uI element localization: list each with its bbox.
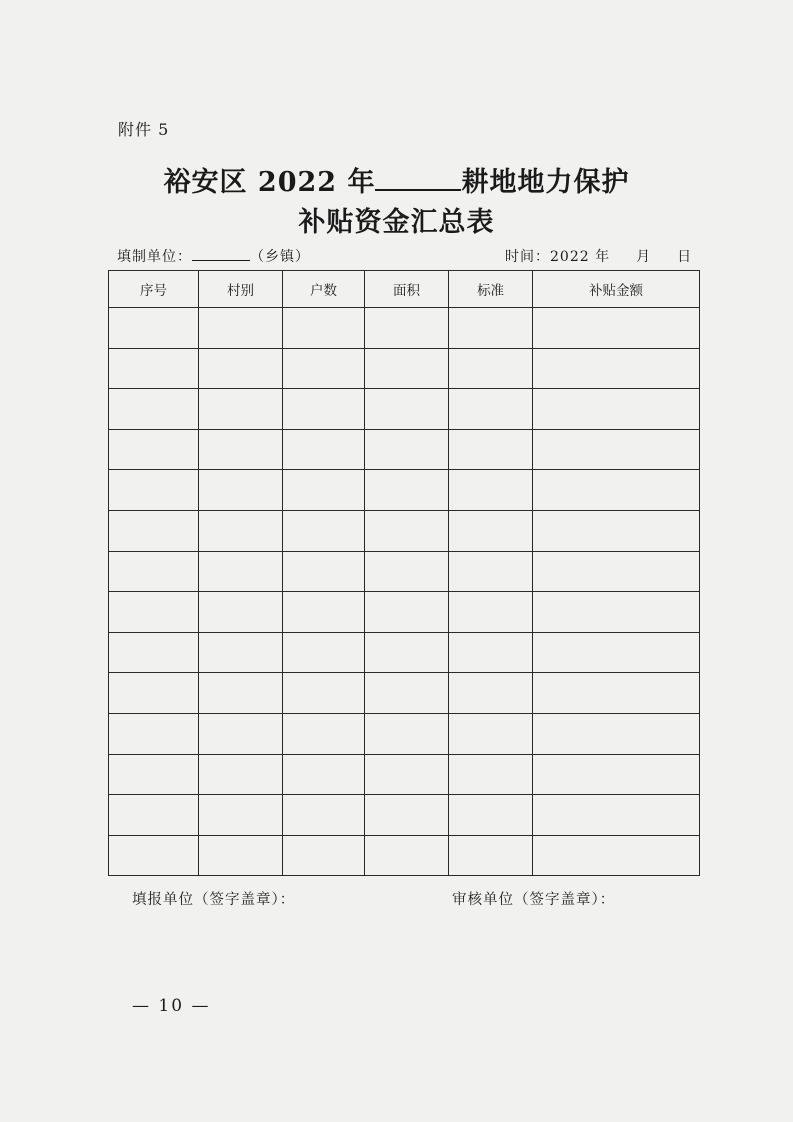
table-cell [282,754,364,795]
table-cell [109,713,199,754]
table-row [109,673,700,714]
table-cell [449,389,533,430]
table-cell [449,795,533,836]
table-cell [449,348,533,389]
table-cell [198,429,282,470]
table-cell [198,632,282,673]
table-cell [109,389,199,430]
review-unit-signature: 审核单位（签字盖章）： [452,892,616,908]
table-row [109,592,700,633]
table-body [109,308,700,876]
table-cell [533,470,700,511]
table-row [109,470,700,511]
fill-unit-label: 填制单位： [117,249,192,265]
table-cell [365,470,449,511]
table-cell [198,673,282,714]
table-cell [282,348,364,389]
table-header-row [109,271,700,308]
table-cell [198,510,282,551]
table-cell [533,835,700,876]
table-cell [282,429,364,470]
fill-unit-line [117,246,310,266]
time-line [505,246,692,266]
table-cell [282,308,364,349]
table-cell [109,348,199,389]
table-cell [449,510,533,551]
fill-unit-blank [192,246,250,261]
header-index: 序号 [109,271,199,308]
table-cell [109,308,199,349]
table-cell [365,308,449,349]
table-cell [449,673,533,714]
header-subsidy-amount: 补贴金额 [533,271,700,308]
table-cell [533,429,700,470]
table-cell [449,835,533,876]
table-cell [109,754,199,795]
table-cell [365,429,449,470]
table-cell [282,713,364,754]
table-cell [449,632,533,673]
summary-table [108,270,700,876]
table-cell [449,551,533,592]
table-cell [449,754,533,795]
table-cell [533,795,700,836]
table-cell [533,510,700,551]
table-cell [449,429,533,470]
table-cell [449,308,533,349]
table-cell [365,510,449,551]
table-cell [109,551,199,592]
table-row [109,429,700,470]
table-cell [109,429,199,470]
table-cell [282,389,364,430]
table-row [109,551,700,592]
table-cell [365,551,449,592]
table-cell [533,673,700,714]
table-cell [282,795,364,836]
table-cell [449,713,533,754]
table-cell [198,795,282,836]
table-cell [282,551,364,592]
table-cell [198,754,282,795]
table-cell [109,673,199,714]
table-cell [365,713,449,754]
table-row [109,713,700,754]
table-cell [282,470,364,511]
table-cell [533,308,700,349]
table-cell [533,632,700,673]
table-cell [109,835,199,876]
title-line-2: 补贴资金汇总表 [298,207,495,238]
table-cell [198,308,282,349]
table-row [109,632,700,673]
table-cell [365,632,449,673]
table-cell [198,551,282,592]
table-cell [533,754,700,795]
title-blank [375,165,461,191]
table-cell [365,835,449,876]
table-cell [533,348,700,389]
table-cell [282,592,364,633]
table-row [109,389,700,430]
table-cell [533,551,700,592]
table-cell [282,510,364,551]
table-cell [282,835,364,876]
table-cell [109,632,199,673]
page-number: — 10 — [132,996,211,1016]
table-cell [365,348,449,389]
table-cell [282,673,364,714]
table-cell [449,470,533,511]
table-cell [198,470,282,511]
time-label: 时间：2022 年 [505,249,611,265]
table-cell [109,795,199,836]
month-label: 月 [636,249,652,265]
table-cell [198,592,282,633]
title-prefix: 裕安区 2022 年 [163,167,376,198]
table-cell [198,389,282,430]
title-suffix: 耕地地力保护 [461,167,630,198]
table-row [109,510,700,551]
header-households: 户数 [282,271,364,308]
table-cell [198,713,282,754]
table-cell [365,673,449,714]
table-row [109,348,700,389]
table-row [109,835,700,876]
header-standard: 标准 [449,271,533,308]
table-cell [365,795,449,836]
table-row [109,308,700,349]
table-row [109,754,700,795]
title-line-1 [0,160,793,199]
table-cell [365,754,449,795]
fill-unit-signature: 填报单位（签字盖章）： [132,892,296,908]
table-cell [109,592,199,633]
table-cell [365,592,449,633]
table-cell [533,713,700,754]
table-cell [533,592,700,633]
table-cell [198,348,282,389]
table-cell [282,632,364,673]
table-cell [198,835,282,876]
table-row [109,795,700,836]
table-cell [109,470,199,511]
fill-unit-suffix: （乡镇） [250,249,310,265]
day-label: 日 [677,249,693,265]
header-area: 面积 [365,271,449,308]
attachment-label: 附件 5 [118,120,170,139]
table-cell [533,389,700,430]
table-cell [365,389,449,430]
header-village: 村别 [198,271,282,308]
table-cell [109,510,199,551]
table-cell [449,592,533,633]
